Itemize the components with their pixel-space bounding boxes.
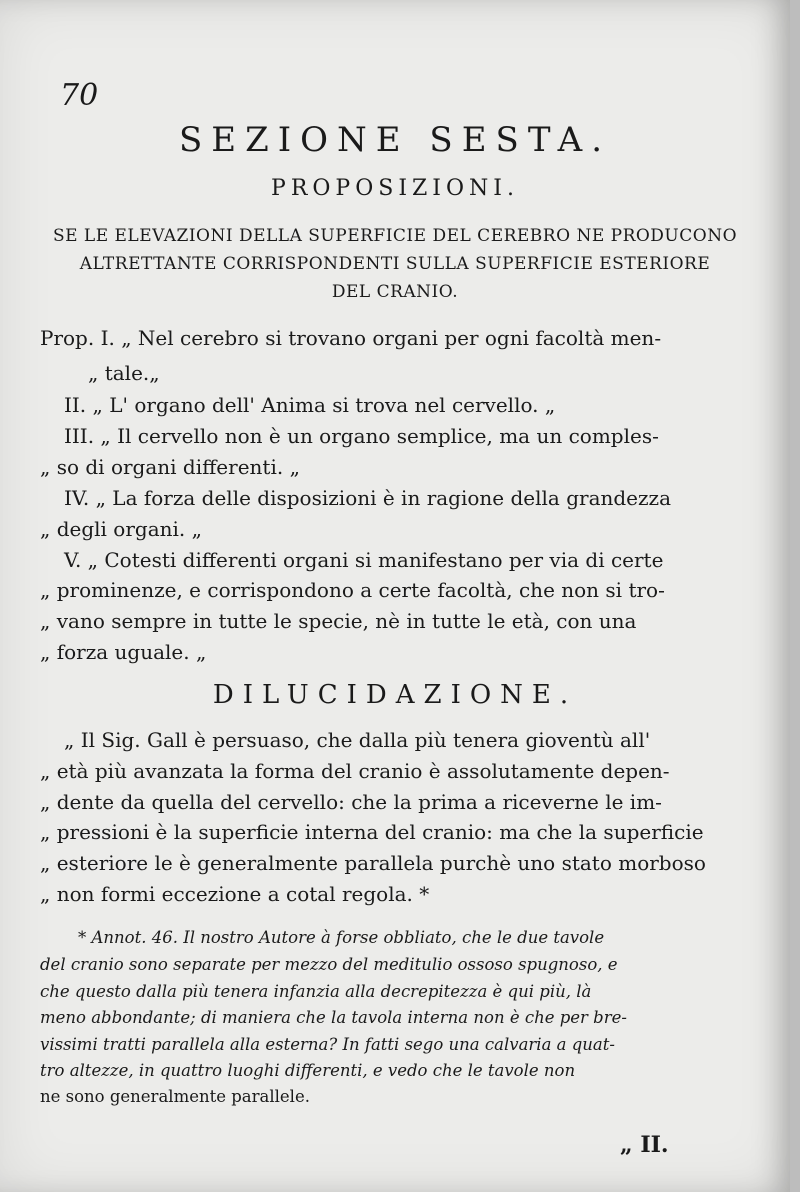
body-line: „ esteriore le è generalmente parallela purchè uno stato morboso: [40, 851, 706, 875]
proposition-line: „ vano sempre in tutte le specie, nè in tutte le età, con una: [40, 609, 637, 633]
page-number: 70: [60, 78, 99, 113]
propositions-title: PROPOSIZIONI.: [271, 176, 519, 201]
proposition-line: II. „ L' organo dell' Anima si trova nel cervello. „: [64, 393, 556, 417]
catchword: „ II.: [620, 1132, 669, 1158]
section-title: SEZIONE SESTA.: [179, 120, 611, 160]
page-edge: [790, 0, 800, 1192]
footnote-line: del cranio sono separate per mezzo del meditulio ossoso spugnoso, e: [40, 955, 618, 974]
body-line: „ età più avanzata la forma del cranio è assolutamente depen-: [40, 759, 670, 783]
body-line: „ non formi eccezione a cotal regola. *: [40, 882, 430, 906]
body-line: „ dente da quella del cervello: che la prima a riceverne le im-: [40, 790, 662, 814]
footnote-line: meno abbondante; di maniera che la tavola interna non è che per bre-: [40, 1008, 627, 1027]
footnote-line: * Annot. 46. Il nostro Autore à forse obbliato, che le due tavole: [78, 928, 605, 947]
proposition-line: „ degli organi. „: [40, 517, 202, 541]
subtitle-line: DEL CRANIO.: [331, 282, 459, 302]
footnote-line: tro altezze, in quattro luoghi differenti, e vedo che le tavole non: [40, 1061, 576, 1080]
proposition-line: „ prominenze, e corrispondono a certe facoltà, che non si tro-: [40, 578, 665, 602]
subtitle-line: ALTRETTANTE CORRISPONDENTI SULLA SUPERFICIE ESTERIORE: [79, 254, 711, 274]
body-line: „ Il Sig. Gall è persuaso, che dalla più tenera gioventù all': [64, 728, 651, 752]
proposition-line: III. „ Il cervello non è un organo semplice, ma un comples-: [64, 424, 659, 448]
proposition-line: „ forza uguale. „: [40, 640, 207, 664]
subtitle-line: SE LE ELEVAZIONI DELLA SUPERFICIE DEL CEREBRO NE PRODUCONO: [52, 226, 738, 246]
footnote-line: che questo dalla più tenera infanzia alla decrepitezza è qui più, là: [40, 982, 592, 1001]
proposition-line: „ tale.„: [88, 361, 160, 385]
proposition-line: „ so di organi differenti. „: [40, 455, 300, 479]
proposition-line: Prop. I. „ Nel cerebro si trovano organi per ogni facoltà men-: [40, 326, 662, 350]
proposition-line: IV. „ La forza delle disposizioni è in ragione della grandezza: [64, 486, 672, 510]
footnote-line: ne sono generalmente parallele.: [40, 1087, 310, 1106]
proposition-line: V. „ Cotesti differenti organi si manifestano per via di certe: [64, 548, 664, 572]
dilucidazione-title: DILUCIDAZIONE.: [212, 680, 578, 710]
body-line: „ pressioni è la superficie interna del cranio: ma che la superficie: [40, 820, 704, 844]
footnote-line: vissimi tratti parallela alla esterna? In fatti sego una calvaria a quat-: [40, 1035, 615, 1054]
